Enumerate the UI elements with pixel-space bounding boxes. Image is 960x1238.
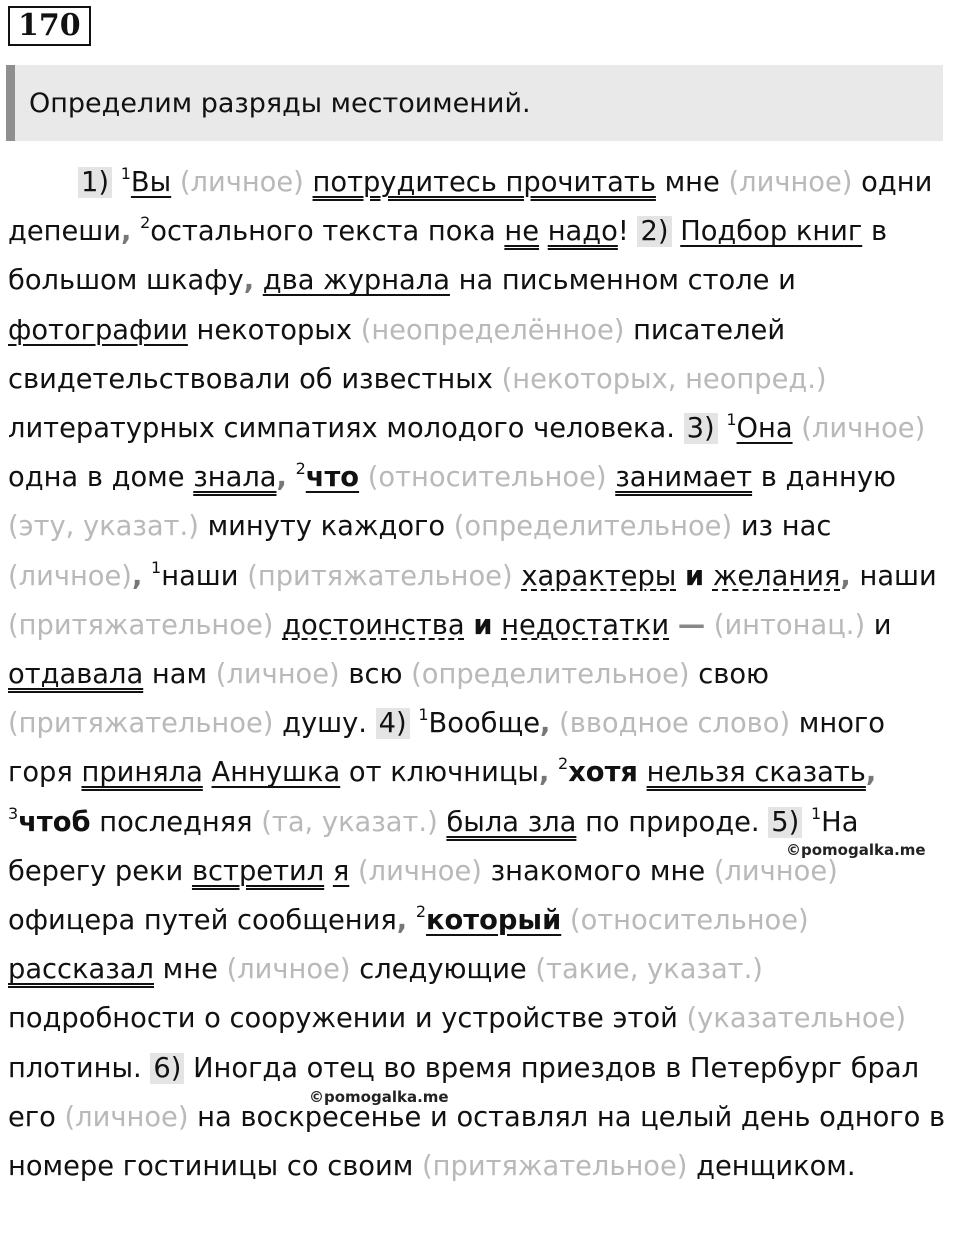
text-run: последняя	[90, 806, 262, 838]
part-index: 2	[558, 754, 569, 774]
punctuation-mark: ,	[540, 708, 551, 740]
text-run	[349, 856, 358, 887]
text-run: писателей свидетельствовали об известных	[8, 314, 786, 395]
text-run: наши	[161, 560, 248, 592]
pronoun-category-note: (некоторых, неопред.)	[501, 363, 827, 395]
text-run	[273, 610, 282, 641]
pronoun-subject-bold: который	[426, 905, 562, 937]
text-run: мне	[153, 954, 227, 986]
text-run	[171, 167, 180, 198]
predicate-underline: нельзя сказать	[646, 757, 866, 789]
text-run: на письменном столе и	[449, 265, 796, 297]
object-underline: характеры	[521, 560, 677, 592]
text-run	[203, 757, 212, 788]
text-run: всю	[339, 659, 412, 691]
pronoun-category-note: (личное)	[713, 855, 838, 887]
sentence-number: 4)	[376, 708, 410, 739]
text-run: !	[617, 216, 638, 248]
text-run	[676, 561, 685, 592]
pronoun-category-note: (личное)	[179, 167, 304, 198]
text-run	[142, 561, 151, 592]
text-run	[131, 216, 140, 247]
text-run: следующие	[350, 954, 536, 986]
text-run: остального текста пока	[150, 216, 505, 248]
conjunction-bold: хотя	[568, 757, 638, 789]
text-run	[672, 216, 681, 247]
text-run: литературных симпатиях молодого человека.	[8, 413, 684, 445]
part-index: 1	[726, 410, 737, 430]
pronoun-category-note: (неопределённое)	[360, 314, 625, 346]
sentence-number: 6)	[150, 1053, 184, 1084]
exercise-text	[8, 158, 954, 1191]
subject-underline: Аннушка	[211, 757, 341, 789]
sentence-number: 5)	[768, 807, 802, 838]
pronoun-category-note: (личное)	[64, 1101, 189, 1133]
pronoun-category-note: (притяжательное)	[8, 609, 274, 641]
text-run	[112, 167, 121, 198]
text-run	[669, 610, 678, 641]
conjunction-bold: чтоб	[18, 806, 91, 838]
subject-underline: Подбор книг	[680, 216, 863, 248]
punctuation-mark: ,	[840, 560, 851, 592]
text-run: некоторых	[187, 314, 361, 346]
text-run	[802, 807, 811, 838]
text-run	[704, 561, 713, 592]
sentence-number: 1)	[78, 167, 112, 198]
object-underline: желания	[712, 560, 841, 592]
text-run	[324, 856, 333, 887]
intonation-dash: —	[677, 609, 706, 641]
text-run: офицера путей сообщения	[8, 905, 397, 937]
subject-underline: фотографии	[8, 314, 188, 346]
predicate-underline: потрудитесь прочитать	[312, 167, 656, 198]
pronoun-category-note: (притяжательное)	[422, 1151, 688, 1183]
text-run: свою	[689, 659, 769, 691]
text-run	[407, 905, 416, 936]
punctuation-mark: ,	[121, 216, 132, 248]
pronoun-category-note: (личное)	[226, 954, 351, 986]
pronoun-category-note: (относительное)	[367, 462, 607, 494]
text-run	[705, 610, 714, 641]
part-index: 1	[418, 705, 429, 725]
pronoun-category-note: (интонац.)	[713, 609, 866, 641]
part-index: 1	[151, 557, 162, 577]
text-run: одна в доме	[8, 462, 194, 494]
text-run	[304, 167, 313, 198]
text-run: плотины.	[8, 1052, 151, 1084]
punctuation-mark: ,	[396, 905, 408, 937]
pronoun-category-note: (личное)	[728, 167, 853, 198]
predicate-underline: занимает	[615, 462, 753, 494]
sentence-number: 2)	[637, 216, 671, 247]
pronoun-category-note: (личное)	[8, 560, 132, 592]
text-run	[465, 610, 474, 641]
text-run: подробности о сооружении и устройстве этой	[8, 1003, 687, 1035]
text-run: мне	[655, 167, 729, 198]
part-index: 2	[415, 902, 427, 922]
text-run: знакомого мне	[481, 855, 714, 887]
predicate-underline: надо	[547, 216, 618, 248]
subject-underline: Она	[736, 413, 793, 445]
text-run: одни депеши	[8, 167, 933, 248]
text-run	[549, 757, 558, 788]
text-run	[561, 905, 570, 936]
pronoun-category-note: (относительное)	[569, 905, 809, 937]
text-run	[539, 216, 548, 247]
sentence-number: 3)	[684, 413, 718, 444]
predicate-underline: встретил	[191, 855, 325, 887]
subject-underline: два журнала	[262, 265, 450, 297]
text-run: наши	[850, 560, 937, 592]
section-heading-text: Определим разряды местоимений.	[29, 87, 531, 119]
text-run	[550, 708, 559, 739]
text-run: от ключницы	[340, 757, 539, 789]
predicate-underline: приняла	[81, 757, 203, 789]
pronoun-category-note: (указательное)	[686, 1003, 907, 1035]
subject-underline: Вы	[130, 167, 172, 198]
text-run: в большом шкафу	[8, 216, 888, 297]
punctuation-mark: ,	[276, 462, 287, 494]
punctuation-mark: ,	[243, 265, 255, 297]
text-run: много горя	[8, 708, 885, 789]
part-index: 1	[120, 164, 131, 183]
text-run: в данную	[752, 462, 896, 494]
text-run	[254, 265, 263, 296]
pronoun-category-note: (такие, указат.)	[535, 954, 763, 986]
text-run	[287, 462, 296, 493]
part-index: 2	[295, 459, 306, 479]
pronoun-category-note: (определительное)	[411, 659, 690, 691]
pronoun-category-note: (личное)	[801, 413, 926, 445]
predicate-underline: была зла	[446, 806, 577, 838]
text-run: нам	[143, 659, 216, 691]
pronoun-category-note: (личное)	[215, 659, 340, 691]
text-run: Вообще	[428, 708, 541, 740]
text-run	[492, 610, 501, 641]
punctuation-mark: ,	[865, 757, 877, 789]
pronoun-category-note: (вводное слово)	[559, 708, 791, 740]
predicate-underline: не	[504, 216, 540, 248]
pronoun-category-note: (та, указат.)	[261, 806, 438, 838]
text-run: минуту каждого	[198, 511, 454, 543]
text-run: денщиком.	[687, 1151, 856, 1183]
watermark: ©pomogalka.me	[786, 841, 926, 859]
conjunction-bold: и	[473, 609, 493, 641]
watermark: ©pomogalka.me	[309, 1088, 449, 1106]
pronoun-category-note: (эту, указат.)	[8, 511, 199, 543]
subject-underline: я	[332, 855, 350, 887]
text-run	[638, 757, 647, 788]
object-underline: достоинства	[282, 609, 465, 641]
predicate-underline: отдавала	[8, 659, 144, 691]
conjunction-bold: и	[685, 560, 705, 592]
text-run: На берегу реки	[8, 806, 859, 887]
object-underline: недостатки	[501, 609, 670, 641]
text-run	[793, 413, 802, 444]
punctuation-mark: ,	[538, 757, 550, 789]
text-run: по природе.	[576, 806, 769, 838]
pronoun-category-note: (личное)	[357, 855, 482, 887]
punctuation-mark: ,	[131, 560, 143, 592]
pronoun-category-note: (притяжательное)	[247, 560, 513, 592]
section-heading	[6, 65, 943, 141]
text-run: и	[865, 609, 892, 641]
text-run: душу.	[273, 708, 376, 740]
part-index: 2	[140, 213, 151, 233]
text-run: из нас	[732, 511, 832, 543]
part-index: 3	[8, 803, 19, 823]
pronoun-subject-bold: что	[305, 462, 360, 494]
task-number: 170	[8, 6, 91, 46]
predicate-underline: знала	[193, 462, 277, 494]
pronoun-category-note: (определительное)	[453, 511, 733, 543]
part-index: 1	[810, 803, 822, 823]
pronoun-category-note: (притяжательное)	[8, 708, 274, 740]
text-run	[359, 462, 368, 493]
predicate-underline: рассказал	[8, 954, 154, 986]
text-run	[607, 462, 616, 493]
text-run: на воскресенье и оставлял на целый день одного в номере гостиницы со своим	[8, 1101, 946, 1183]
text-run: Иногда отец во время приездов в Петербург брал его	[8, 1052, 920, 1133]
